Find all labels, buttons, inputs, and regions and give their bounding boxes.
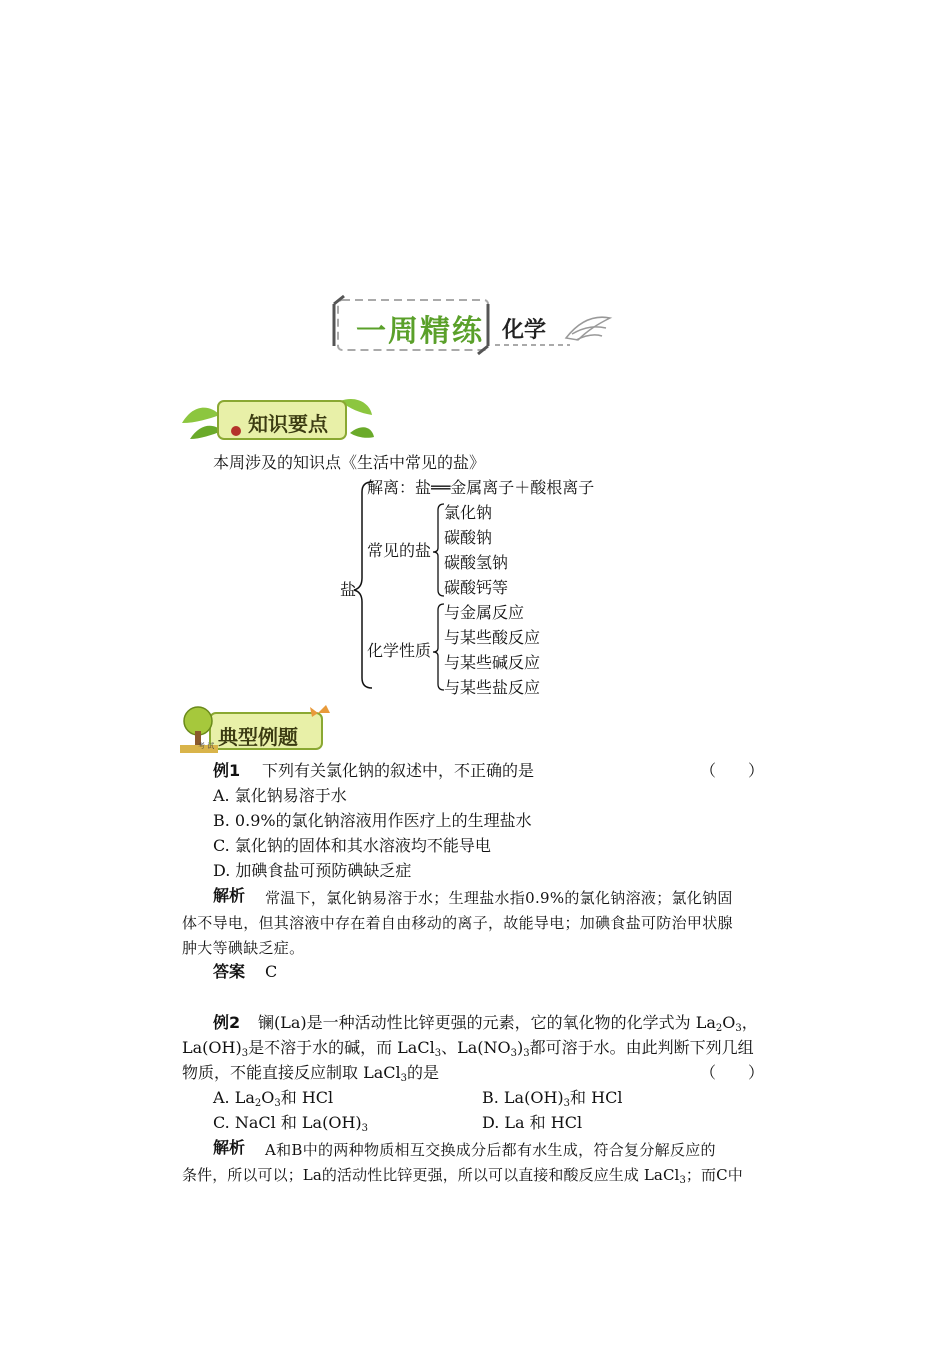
section1-intro: 本周涉及的知识点《生活中常见的盐》 — [213, 453, 486, 472]
example1-label: 例1 — [213, 761, 241, 780]
tree-item: 氯化钠 — [444, 503, 493, 522]
example1-option-a: A. 氯化钠易溶于水 — [213, 786, 347, 805]
section2-badge: 典型例题 — [218, 725, 298, 749]
tree-branch-chemical-properties: 化学性质 — [367, 641, 432, 660]
tree-branch-ionization: 解离：盐══金属离子＋酸根离子 — [367, 478, 595, 497]
example1-option-d: D. 加碘食盐可预防碘缺乏症 — [213, 861, 412, 880]
section2-badge-small: 考 试 — [198, 742, 215, 750]
tree-item: 碳酸钠 — [444, 528, 493, 547]
section1-badge: 知识要点 — [248, 412, 328, 436]
tree-item: 碳酸氢钠 — [444, 553, 509, 572]
example2-analysis-line: A和B中的两种物质相互交换成分后都有水生成，符合复分解反应的 — [265, 1141, 716, 1159]
example1-answer-label: 答案 — [213, 962, 246, 981]
example1-option-c: C. 氯化钠的固体和其水溶液均不能导电 — [213, 836, 491, 855]
example1-answer-paren: （ ） — [700, 761, 765, 780]
example2-answer-paren: （ ） — [700, 1063, 765, 1082]
example2-analysis-label: 解析 — [213, 1138, 246, 1157]
example1-option-b: B. 0.9%的氯化钠溶液用作医疗上的生理盐水 — [213, 811, 532, 830]
example2-question-line2: $La(OH)_3$是不溶于水的碱，而 LaCl$_3$、$La(NO_3)_3$都可溶于水。由此判断下列几组 — [182, 1038, 754, 1059]
example2-question-line1: 镧(La)是一种活动性比锌更强的元素，它的氧化物的化学式为 $La_2O_3$， — [258, 1013, 758, 1034]
tree-item: 与某些盐反应 — [444, 678, 541, 697]
tree-item: 与金属反应 — [444, 603, 525, 622]
tree-item: 与某些碱反应 — [444, 653, 541, 672]
tree-branch-common-salts: 常见的盐 — [367, 541, 432, 560]
ladybug-icon — [231, 426, 241, 436]
example2-question-line3: 物质，不能直接反应制取 LaCl$_3$的是 — [182, 1063, 440, 1084]
header-subject: 化学 — [502, 318, 547, 343]
tree-item: 碳酸钙等 — [444, 578, 509, 597]
example1-analysis-label: 解析 — [213, 886, 246, 905]
example1-question: 下列有关氯化钠的叙述中，不正确的是 — [262, 761, 535, 780]
tree-item: 与某些酸反应 — [444, 628, 541, 647]
example2-analysis-line: 条件，所以可以；La的活动性比锌更强，所以可以直接和酸反应生成 LaCl$_3$；而C中 — [182, 1166, 743, 1186]
example2-option-a: A. $La_2O_3$和 HCl — [213, 1088, 334, 1109]
example2-option-b: B. $La(OH)_3$和 HCl — [482, 1088, 623, 1109]
example2-label: 例2 — [213, 1013, 241, 1032]
example1-analysis-line: 体不导电，但其溶液中存在着自由移动的离子，故能导电；加碘食盐可防治甲状腺 — [182, 914, 733, 932]
header-title: 一周精练 — [356, 314, 484, 349]
tree-root: 盐 — [340, 580, 357, 599]
wing-icon — [566, 317, 610, 340]
example2-option-d: D. La 和 HCl — [482, 1113, 583, 1132]
knowledge-tree-braces — [350, 478, 450, 698]
example1-answer: C — [265, 962, 278, 981]
example2-option-c: C. NaCl 和 $La(OH)_3$ — [213, 1113, 369, 1134]
example1-analysis-line: 常温下，氯化钠易溶于水；生理盐水指0.9%的氯化钠溶液；氯化钠固 — [265, 889, 733, 907]
example1-analysis-line: 肿大等碘缺乏症。 — [182, 939, 305, 957]
